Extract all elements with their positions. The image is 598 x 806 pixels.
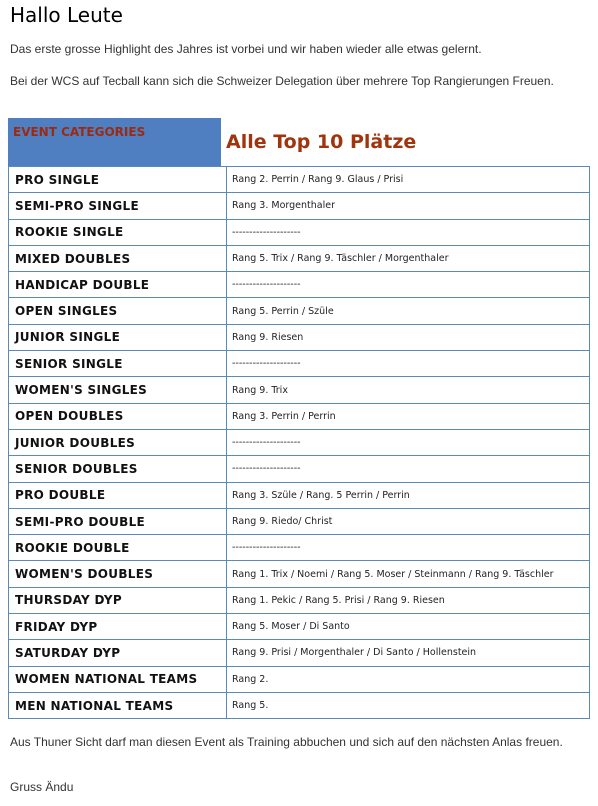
event-category: SENIOR DOUBLES [9, 456, 227, 482]
table-row [9, 692, 590, 718]
event-category: JUNIOR DOUBLES [9, 429, 227, 455]
results-headline: Alle Top 10 Plätze [226, 131, 417, 153]
event-category: WOMEN'S DOUBLES [9, 561, 227, 587]
event-category: MIXED DOUBLES [9, 245, 227, 271]
event-categories-label: EVENT CATEGORIES [13, 125, 146, 139]
event-category: MEN NATIONAL TEAMS [9, 692, 227, 718]
table-row [9, 429, 590, 455]
table-header [8, 118, 590, 166]
placement-result: -------------------- [227, 535, 590, 561]
placement-result: Rang 9. Trix [227, 377, 590, 403]
table-row [9, 456, 590, 482]
table-row [9, 219, 590, 245]
intro-paragraph: Bei der WCS auf Tecball kann sich die Schweizer Delegation über mehrere Top Rangierungen Freuen. [10, 74, 554, 88]
event-categories-header [8, 118, 221, 166]
placement-result: Rang 9. Riedo/ Christ [227, 508, 590, 534]
closing-paragraph: Aus Thuner Sicht darf man diesen Event als Training abbuchen und sich auf den nächsten Anlas freuen. [10, 735, 563, 749]
placement-result: Rang 5. Moser / Di Santo [227, 614, 590, 640]
event-category: SEMI-PRO SINGLE [9, 193, 227, 219]
placement-result: Rang 9. Riesen [227, 324, 590, 350]
placement-result: -------------------- [227, 219, 590, 245]
placement-result: -------------------- [227, 351, 590, 377]
placement-result: -------------------- [227, 456, 590, 482]
table-row [9, 403, 590, 429]
table-row [9, 245, 590, 271]
table-row [9, 193, 590, 219]
event-category: HANDICAP DOUBLE [9, 272, 227, 298]
table-row [9, 666, 590, 692]
placement-result: -------------------- [227, 272, 590, 298]
placement-result: Rang 3. Perrin / Perrin [227, 403, 590, 429]
table-row [9, 508, 590, 534]
table-row [9, 614, 590, 640]
placement-result: Rang 2. [227, 666, 590, 692]
event-category: FRIDAY DYP [9, 614, 227, 640]
table-row [9, 640, 590, 666]
placement-result: Rang 9. Prisi / Morgenthaler / Di Santo / Hollenstein [227, 640, 590, 666]
placement-result: Rang 5. Perrin / Szüle [227, 298, 590, 324]
placement-result: Rang 3. Szüle / Rang. 5 Perrin / Perrin [227, 482, 590, 508]
placement-result: -------------------- [227, 429, 590, 455]
placement-result: Rang 2. Perrin / Rang 9. Glaus / Prisi [227, 167, 590, 193]
event-category: PRO SINGLE [9, 167, 227, 193]
event-category: OPEN SINGLES [9, 298, 227, 324]
placement-result: Rang 1. Pekic / Rang 5. Prisi / Rang 9. Riesen [227, 587, 590, 613]
placement-result: Rang 5. [227, 692, 590, 718]
event-category: OPEN DOUBLES [9, 403, 227, 429]
event-category: ROOKIE DOUBLE [9, 535, 227, 561]
signature: Gruss Ändu [10, 780, 74, 794]
table-row [9, 561, 590, 587]
event-category: JUNIOR SINGLE [9, 324, 227, 350]
intro-paragraph: Das erste grosse Highlight des Jahres ist vorbei und wir haben wieder alle etwas gelernt. [10, 42, 482, 56]
table-row [9, 377, 590, 403]
event-category: WOMEN NATIONAL TEAMS [9, 666, 227, 692]
table-row [9, 167, 590, 193]
page-title: Hallo Leute [10, 3, 123, 27]
event-category: WOMEN'S SINGLES [9, 377, 227, 403]
placement-result: Rang 5. Trix / Rang 9. Täschler / Morgenthaler [227, 245, 590, 271]
event-category: THURSDAY DYP [9, 587, 227, 613]
event-category: SENIOR SINGLE [9, 351, 227, 377]
table-row [9, 272, 590, 298]
placement-result: Rang 3. Morgenthaler [227, 193, 590, 219]
table-row [9, 298, 590, 324]
results-table [8, 166, 590, 719]
table-row [9, 587, 590, 613]
placement-result: Rang 1. Trix / Noemi / Rang 5. Moser / Steinmann / Rang 9. Täschler [227, 561, 590, 587]
results-table-body [9, 167, 590, 719]
event-category: SATURDAY DYP [9, 640, 227, 666]
table-row [9, 482, 590, 508]
event-category: PRO DOUBLE [9, 482, 227, 508]
event-category: SEMI-PRO DOUBLE [9, 508, 227, 534]
table-row [9, 351, 590, 377]
table-row [9, 324, 590, 350]
event-category: ROOKIE SINGLE [9, 219, 227, 245]
table-row [9, 535, 590, 561]
